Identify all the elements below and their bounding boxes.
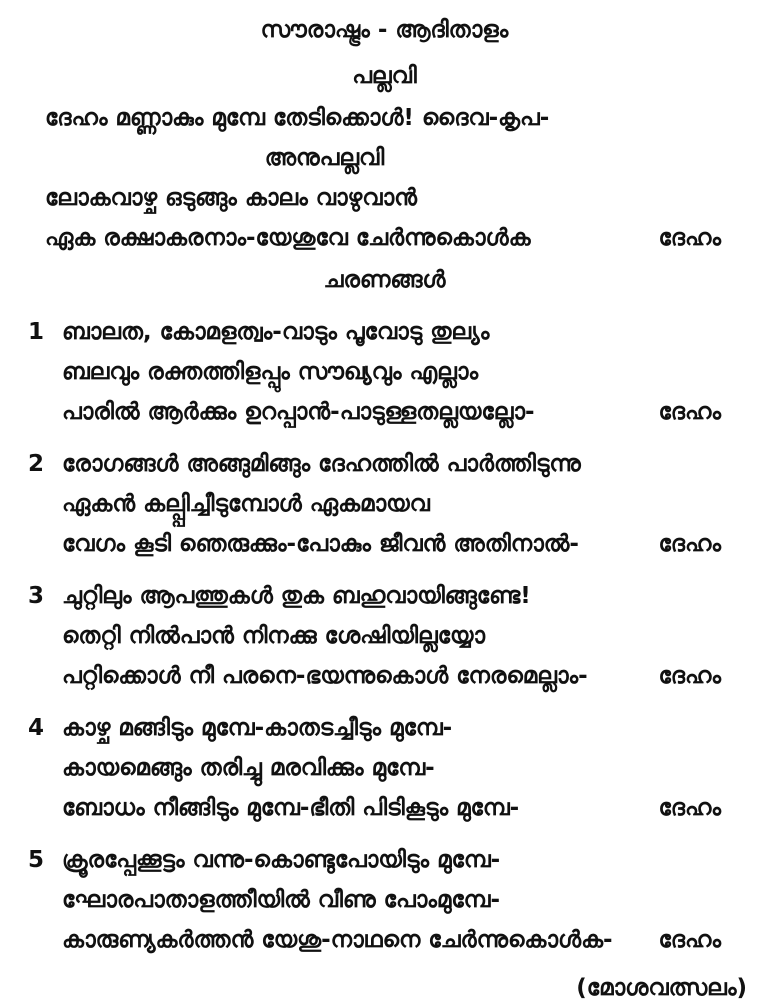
lyric-line: [0, 788, 769, 828]
refrain-label: ദേഹം: [658, 399, 721, 425]
lyric-line: [0, 656, 769, 696]
anupallavi-line-text: ലോകവാഴ്ച ഒടുങ്ങും കാലം വാഴുവാൻ: [45, 185, 417, 211]
verse-line-text: പറ്റിക്കൊൾ നീ പരനെ-ഭയന്നുകൊൾ നേരമെല്ലാം-: [62, 663, 588, 689]
verse-line-text: കാരുണ്യകർത്തൻ യേശു-നാഥനെ ചേർന്നുകൊൾക-: [62, 927, 613, 953]
verse-line-text: ഏകൻ കല്പ്പിച്ചീടുമ്പോൾ ഏകമായവ: [62, 491, 430, 517]
pallavi-block: [0, 98, 769, 138]
lyric-line: [0, 312, 769, 352]
refrain-label: ദേഹം: [658, 927, 721, 953]
verse-number: 2: [28, 451, 45, 477]
lyric-line: [0, 880, 769, 920]
lyric-line: [0, 524, 769, 564]
verse-number: 1: [28, 319, 45, 345]
verse-line-text: കാഴ്ച മങ്ങിടും മുമ്പേ-കാതടച്ചീടും മുമ്പേ-: [62, 715, 453, 741]
verse-5: [0, 840, 769, 960]
verse-number: 4: [28, 715, 45, 741]
lyric-line: [0, 444, 769, 484]
author-signature: (മോശവത്സലം): [576, 975, 747, 1001]
lyric-line: [0, 392, 769, 432]
pallavi-line-text: ദേഹം മണ്ണാകും മുമ്പേ തേടിക്കൊൾ! ദൈവ-കൃപ-: [45, 105, 550, 131]
pallavi-heading: പല്ലവി: [352, 63, 417, 89]
refrain-label: ദേഹം: [658, 225, 721, 251]
refrain-label: ദേഹം: [658, 663, 721, 689]
anupallavi-line-text: ഏക രക്ഷാകരനാം-യേശുവേ ചേർന്നുകൊൾക: [45, 225, 531, 251]
lyric-line: [0, 98, 769, 138]
verse-line-text: തെറ്റി നിൽപാൻ നിനക്കു ശേഷിയില്ലയ്യോ: [62, 623, 486, 649]
lyric-line: [0, 840, 769, 880]
verse-number: 5: [28, 847, 45, 873]
verse-line-text: കായമെങ്ങും തരിച്ചു മരവിക്കും മുമ്പേ-: [62, 755, 435, 781]
lyric-line: [0, 352, 769, 392]
verse-line-text: ക്രൂരപ്പേക്കൂട്ടം വന്നു-കൊണ്ടുപോയിടും മുമ്പേ-: [62, 847, 501, 873]
verse-line-text: പാരിൽ ആർക്കും ഉറപ്പാൻ-പാടുള്ളതല്ലയല്ലോ-: [62, 399, 535, 425]
lyric-line: [0, 178, 769, 218]
verse-number: 3: [28, 583, 45, 609]
verse-line-text: ബാലത, കോമളത്വം-വാടും പൂവോടു തുല്യം: [62, 319, 490, 345]
lyric-line: [0, 218, 769, 258]
verse-line-text: ഘോരപാതാളത്തീയിൽ വീണു പോംമുമ്പേ-: [62, 887, 501, 913]
verse-line-text: ബലവും രക്തത്തിളപ്പും സൗഖ്യവും എല്ലാം: [62, 359, 479, 385]
lyric-line: [0, 576, 769, 616]
refrain-label: ദേഹം: [658, 795, 721, 821]
verse-3: [0, 576, 769, 696]
refrain-label: ദേഹം: [658, 531, 721, 557]
verse-2: [0, 444, 769, 564]
raga-tala-header: സൗരാഷ്ട്രം - ആദിതാളം: [260, 17, 509, 43]
lyric-line: [0, 484, 769, 524]
lyric-line: [0, 708, 769, 748]
lyric-line: [0, 920, 769, 960]
verse-line-text: വേഗം കൂടി ഞെരുക്കും-പോകും ജീവൻ അതിനാൽ-: [62, 531, 579, 557]
verse-1: [0, 312, 769, 432]
verse-line-text: രോഗങ്ങൾ അങ്ങുമിങ്ങും ദേഹത്തിൽ പാർത്തിടുന്നു: [62, 451, 581, 477]
verse-line-text: ചുറ്റിലും ആപത്തുകൾ തുക ബഹുവായിങ്ങുണ്ടേ!: [62, 583, 531, 609]
lyric-line: [0, 748, 769, 788]
verse-line-text: ബോധം നീങ്ങിടും മുമ്പേ-ഭീതി പിടികൂടും മുമ്പേ-: [62, 795, 520, 821]
lyric-line: [0, 616, 769, 656]
charanam-heading: ചരണങ്ങൾ: [323, 267, 446, 293]
anupallavi-block: [0, 178, 769, 258]
anupallavi-heading: അനുപല്ലവി: [264, 145, 385, 171]
verse-4: [0, 708, 769, 828]
